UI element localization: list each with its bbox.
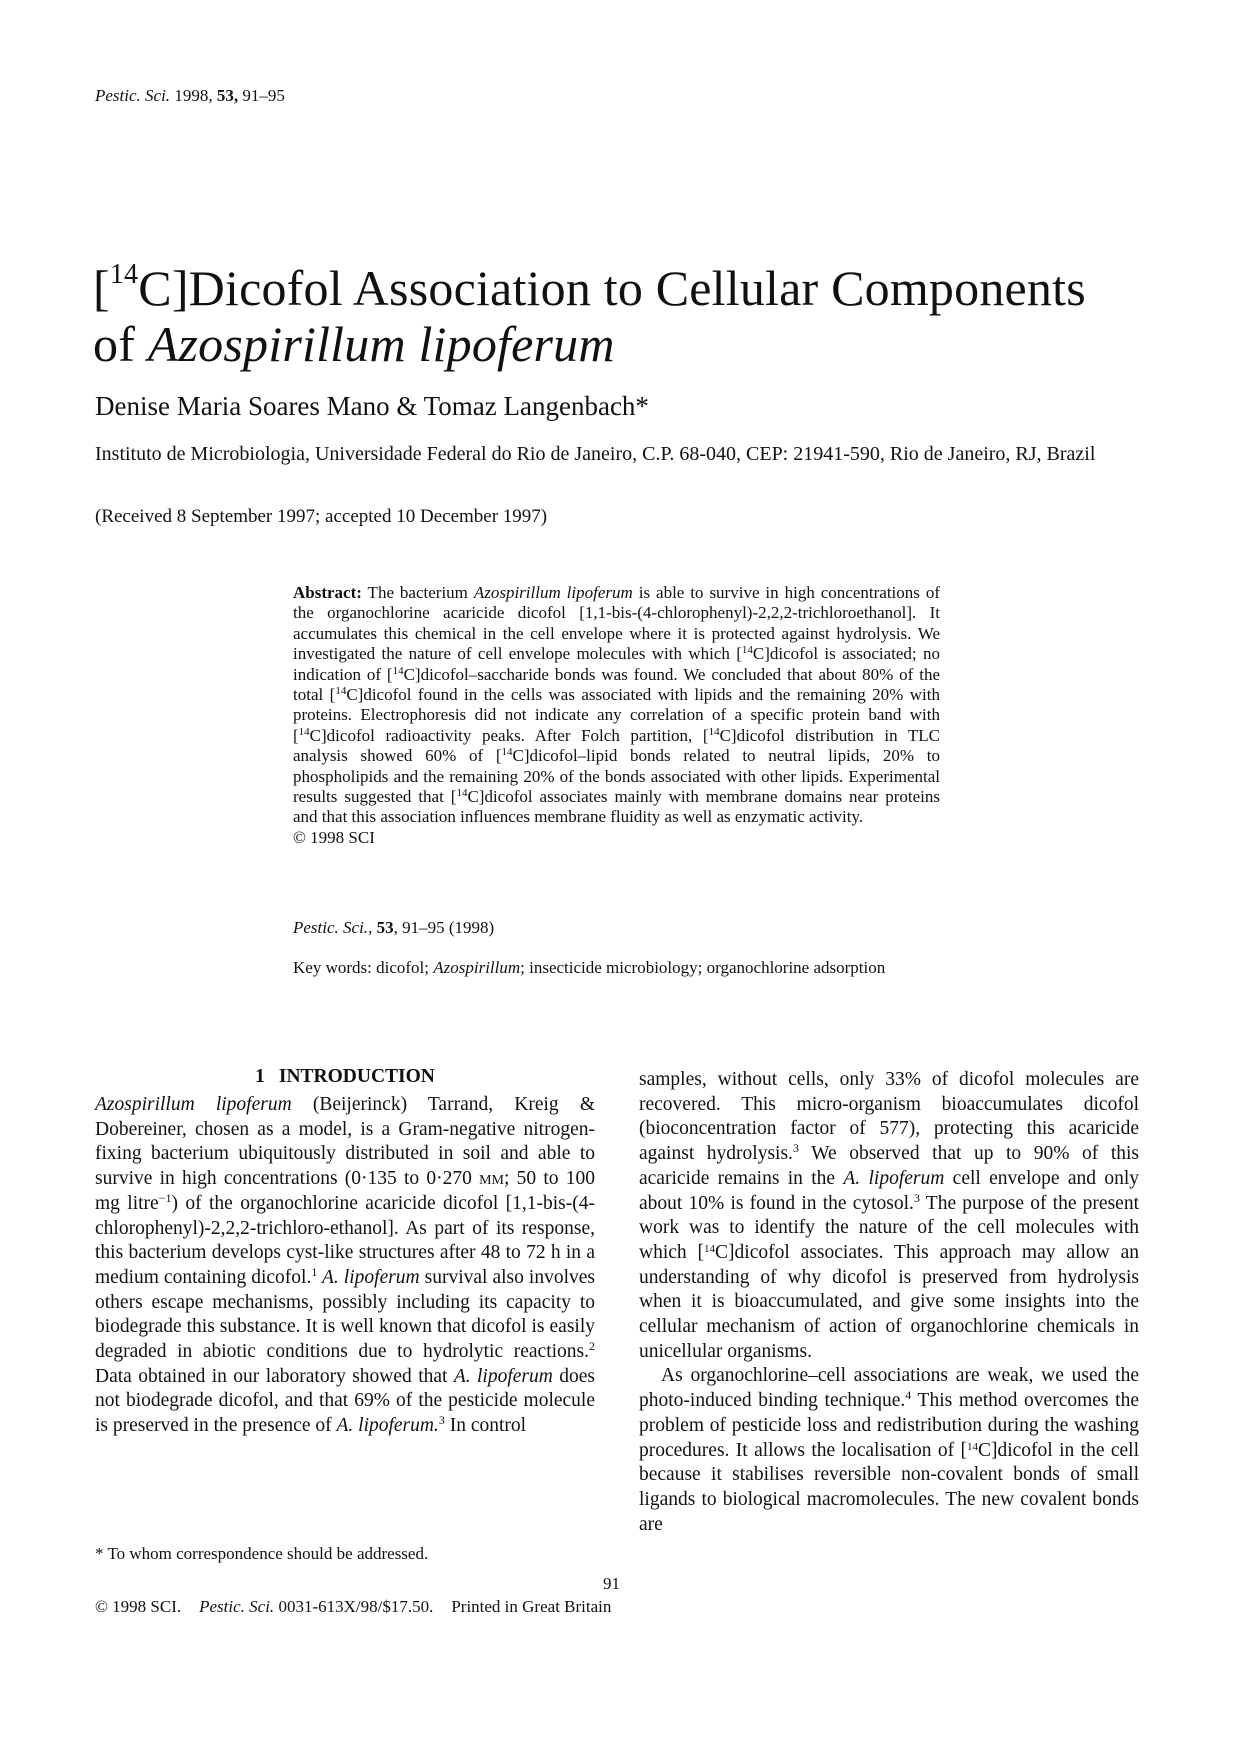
title-isotope: 14 xyxy=(109,259,139,290)
abstract-citation: Pestic. Sci., 53, 91–95 (1998) xyxy=(293,918,495,937)
journal-abbrev: Pestic. Sci. xyxy=(95,86,171,105)
ref-link[interactable]: 4 xyxy=(905,1388,912,1403)
article-title: [$^{14}$C]Dicofol Association to Cellular Components of Azospirillum lipoferum xyxy=(93,259,1086,372)
section-heading xyxy=(95,1066,595,1088)
footer-issn: 0031-613X/98/$17.50. xyxy=(274,1597,434,1616)
ref-link[interactable]: 3 xyxy=(438,1413,445,1428)
author-list: Denise Maria Soares Mano & Tomaz Langenbach* xyxy=(95,391,649,421)
running-header xyxy=(95,86,285,106)
journal-volume: 53, xyxy=(216,86,239,105)
abstract-label: Abstract: xyxy=(293,583,362,602)
left-column xyxy=(95,1093,595,1439)
section-title: INTRODUCTION xyxy=(278,1066,435,1087)
paragraph: As organochlorine–cell associations are weak, we used the photo-induced binding technique.$^4$ This method overcomes the problem of pesticide loss and redistribution during the washing procedures. It allows the localisation of [$^{14}$C]dicofol in the cell because it stabilises reversible non-covalent bonds of small ligands to biological macromolecules. The new covalent bonds are xyxy=(639,1365,1139,1535)
journal-year: 1998, xyxy=(174,86,213,105)
ref-link[interactable]: 1 xyxy=(311,1264,318,1279)
footer-journal: Pestic. Sci. xyxy=(199,1597,275,1616)
abstract: Abstract: The bacterium Azospirillum lipoferum is able to survive in high concentrations of the organochlorine acaricide dicofol [1,1-bis-(4-chlorophenyl)-2,2,2-trichloroethanol]. It accumulates this chemical in the cell envelope where it is protected against hydrolysis. We investigated the nature of cell envelope molecules with which [$^{14}$C]dicofol is associated; no indication of [$^{14}$C]dicofol–saccharide bonds was found. We concluded that about 80% of the total [$^{14}$C]dicofol found in the cells was associated with lipids and the remaining 20% with proteins. Electrophoresis did not indicate any correlation of a specific protein band with [$^{14}$C]dicofol radioactivity peaks. After Folch partition, [$^{14}$C]dicofol distribution in TLC analysis showed 60% of [$^{14}$C]dicofol–lipid bonds related to neutral lipids, 20% to phospholipids and the remaining 20% of the bonds associated with other lipids. Experimental results suggested that [$^{14}$C]dicofol associates mainly with membrane domains near proteins and that this association influences membrane fluidity as well as enzymatic activity. © 1998 SCI xyxy=(293,583,941,847)
right-column xyxy=(639,1068,1139,1537)
paragraph: Azospirillum lipoferum (Beijerinck) Tarrand, Kreig & Dobereiner, chosen as a model, is a Gram-negative nitrogen-fixing bacterium ubiquitously distributed in soil and able to survive in high concentrations (0·135 to 0·270 mm; 50 to 100 mg litre$^{-1}$) of the organochlorine acaricide dicofol [1,1-bis-(4-chlorophenyl)-2,2,2-trichloro-ethanol]. As part of its response, this bacterium develops cyst-like structures after 48 to 72 h in a medium containing dicofol.$^1$ A. lipoferum survival also involves others escape mechanisms, possibly including its capacity to biodegrade this substance. It is well known that dicofol is easily degraded in abiotic conditions due to hydrolytic reactions.$^2$ Data obtained in our laboratory showed that A. lipoferum does not biodegrade dicofol, and that 69% of the pesticide molecule is preserved in the presence of A. lipoferum.$^3$ In control xyxy=(95,1094,596,1437)
footer xyxy=(95,1597,629,1617)
affiliation: Instituto de Microbiologia, Universidade Federal do Rio de Janeiro, C.P. 68-040, CEP: 21941-590, Rio de Janeiro, RJ, Brazil xyxy=(95,443,1096,465)
page-number: 91 xyxy=(603,1574,620,1593)
keywords: Key words: dicofol; Azospirillum; insecticide microbiology; organochlorine adsorption xyxy=(293,958,886,977)
footnote: * To whom correspondence should be addressed. xyxy=(95,1544,429,1563)
abstract-copyright: © 1998 SCI xyxy=(293,827,375,847)
title-species: Azospirillum lipoferum xyxy=(147,316,615,372)
footer-copyright: © 1998 SCI. xyxy=(95,1597,182,1616)
received-dates: (Received 8 September 1997; accepted 10 December 1997) xyxy=(95,506,548,527)
footer-printed: Printed in Great Britain xyxy=(451,1597,612,1616)
journal-pages: 91–95 xyxy=(242,86,285,105)
paragraph: samples, without cells, only 33% of dicofol molecules are recovered. This micro-organism bioaccumulates dicofol (bioconcentration factor of 577), protecting this acaricide against hydrolysis.$^3$ We observed that up to 90% of this acaricide remains in the A. lipoferum cell envelope and only about 10% is found in the cytosol.$^3$ The purpose of the present work was to identify the nature of the cell molecules with which [$^{14}$C]dicofol associates. This approach may allow an understanding of why dicofol is preserved from hydrolysis when it is bioaccumulated, and give some insights into the cellular mechanism of action of organochlorine chemicals in unicellular organisms. xyxy=(639,1069,1140,1362)
ref-link[interactable]: 2 xyxy=(589,1339,595,1354)
section-number: 1 xyxy=(255,1066,265,1087)
ref-link[interactable]: 3 xyxy=(792,1141,799,1156)
ref-link[interactable]: 3 xyxy=(913,1190,920,1205)
